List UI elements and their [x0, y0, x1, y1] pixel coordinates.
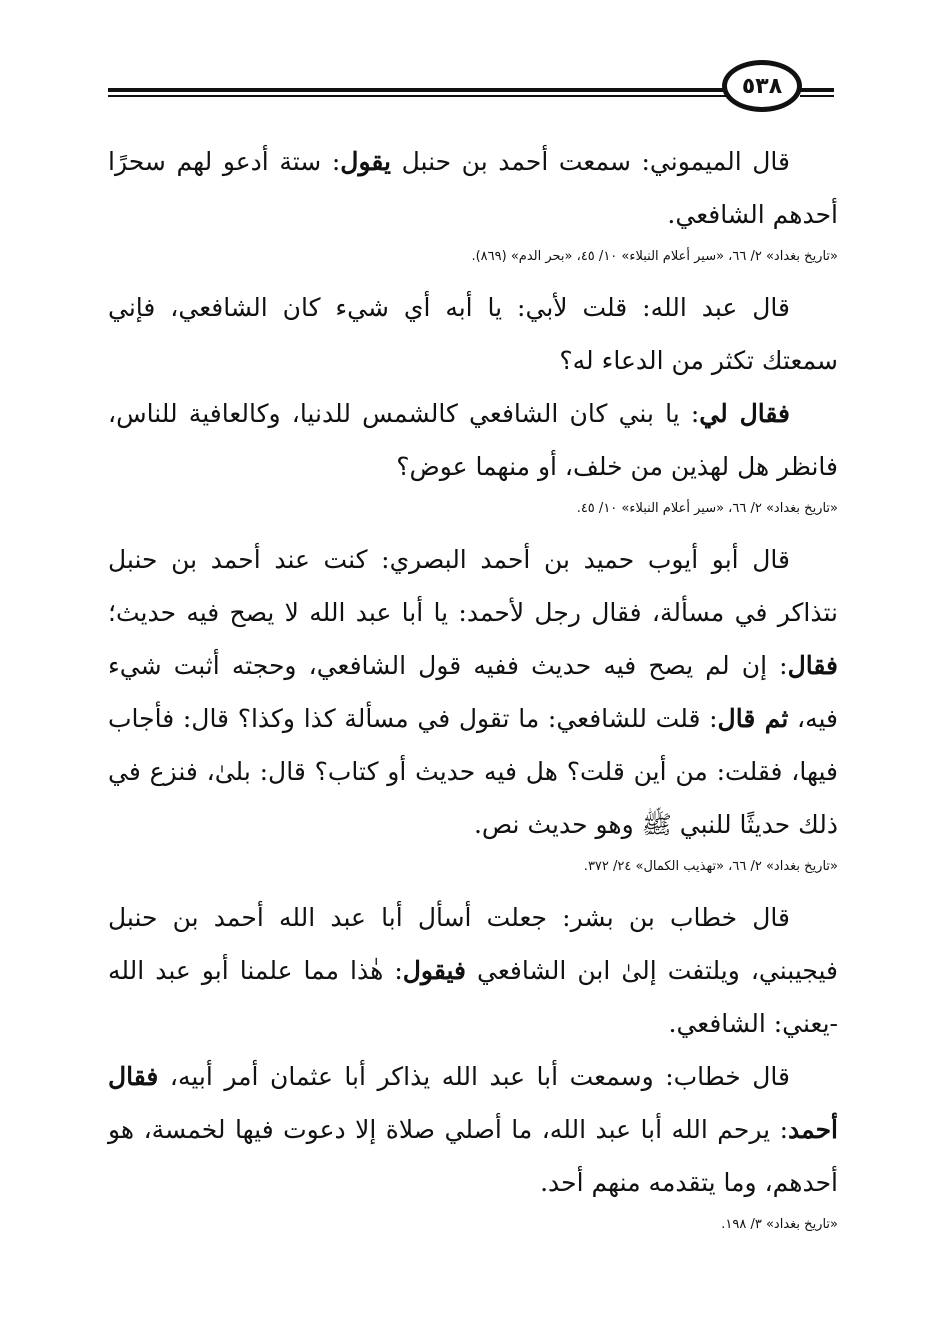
narration-text: : إن لم يصح فيه حديث ففيه قول الشافعي، وحجته أثبت شيء فيه، — [108, 651, 838, 733]
narration-paragraph — [108, 387, 838, 493]
source-citation: «تاريخ بغداد» ٢/ ٦٦، «سير أعلام النبلاء» ١٠/ ٤٥، «بحر الدم» (٨٦٩). — [471, 249, 838, 264]
narration-text: : هٰذا مما علمنا أبو عبد الله -يعني: الشافعي. — [108, 956, 838, 1038]
narration-text: قال الميموني: سمعت أحمد بن حنبل — [390, 147, 790, 176]
source-citation: «تاريخ بغداد» ٣/ ١٩٨. — [721, 1217, 838, 1232]
page-number: ٥٣٨ — [722, 60, 802, 112]
page-body — [108, 135, 838, 1249]
narration-paragraph — [108, 891, 838, 1050]
speech-verb: فقال لي — [699, 399, 791, 428]
speech-verb: ثم قال — [717, 704, 789, 733]
narration-text: : يا بني كان الشافعي كالشمس للدنيا، وكالعافية للناس، فانظر هل لهذين من خلف، أو منهما عوض؟ — [108, 399, 838, 481]
header-rule-thin — [108, 95, 728, 97]
narration-text: : يرحم الله أبا عبد الله، ما أصلي صلاة إلا دعوت فيها لخمسة، هو أحدهم، وما يتقدمه منهم أحد. — [108, 1115, 838, 1197]
header-rule — [108, 88, 728, 92]
narration-text: قال عبد الله: قلت لأبي: يا أبه أي شيء كان الشافعي، فإني سمعتك تكثر من الدعاء له؟ — [108, 293, 838, 375]
header-rule-right-thin — [800, 95, 834, 97]
speech-verb: فقال أحمد — [108, 1062, 838, 1144]
narration-text: قال أبو أيوب حميد بن أحمد البصري: كنت عند أحمد بن حنبل نتذاكر في مسألة، فقال رجل لأحمد: يا أبا عبد الله لا يصح فيه حديث؛ — [108, 545, 838, 627]
speech-verb: فقال — [787, 651, 838, 680]
narration-text: قال خطاب بن بشر: جعلت أسأل أبا عبد الله أحمد بن حنبل فيجيبني، ويلتفت إلىٰ ابن الشافعي — [108, 903, 838, 985]
narration-paragraph — [108, 135, 838, 241]
narration-text: : ستة أدعو لهم سحرًا أحدهم الشافعي. — [108, 147, 838, 229]
narration-text: قال خطاب: وسمعت أبا عبد الله يذاكر أبا عثمان أمر أبيه، — [158, 1062, 790, 1091]
source-citation: «تاريخ بغداد» ٢/ ٦٦، «سير أعلام النبلاء» ١٠/ ٤٥. — [576, 501, 838, 516]
narration-paragraph — [108, 281, 838, 387]
source-citation: «تاريخ بغداد» ٢/ ٦٦، «تهذيب الكمال» ٢٤/ ٣٧٢. — [583, 859, 838, 874]
narration-paragraph — [108, 533, 838, 851]
speech-verb: فيقول — [402, 956, 466, 985]
narration-paragraph — [108, 1050, 838, 1209]
narration-text: : قلت للشافعي: ما تقول في مسألة كذا وكذا؟ قال: فأجاب فيها، فقلت: من أين قلت؟ هل فيه حديث أو كتاب؟ قال: بلىٰ، فنزع في ذلك حديثًا للنبي ﷺ وهو حديث نص. — [108, 704, 838, 839]
header-rule-right — [800, 88, 834, 92]
speech-verb: يقول — [340, 147, 391, 176]
